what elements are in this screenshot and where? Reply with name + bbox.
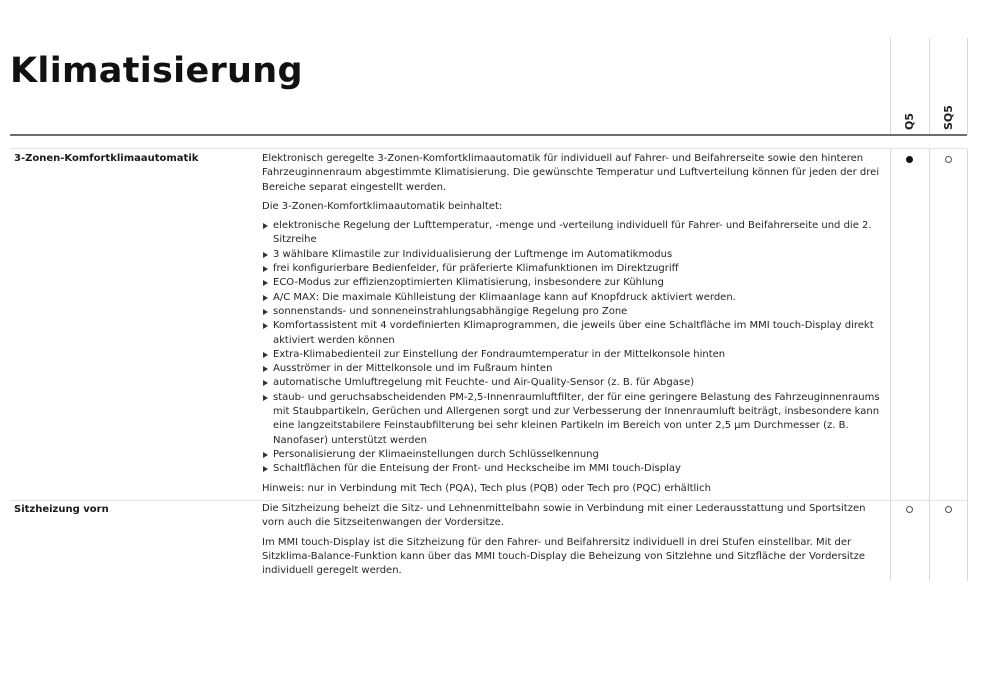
list-item: frei konfigurierbare Bedienfelder, für präferierte Klimafunktionen im Direktzugriff [262, 262, 887, 276]
optional-open-circle-icon [906, 506, 913, 513]
column-header-label: SQ5 [942, 105, 955, 130]
list-item: ECO-Modus zur effizienzoptimierten Klimatisierung, insbesondere zur Kühlung [262, 276, 887, 290]
description-intro: Elektronisch geregelte 3-Zonen-Komfortklimaautomatik für individuell auf Fahrer- und Beifahrerseite sowie den hinteren Fahrzeuginnenraum abgestimmte Klimatisierung. Die gewünschte Temperatur und Luftverteilung können für jeden der drei Bereiche separat eingestellt werden. [262, 153, 880, 193]
page-title: Klimatisierung [10, 51, 303, 92]
availability-note: Hinweis: nur in Verbindung mit Tech (PQA), Tech plus (PQB) oder Tech pro (PQC) erhältlich [262, 482, 711, 494]
list-item: A/C MAX: Die maximale Kühlleistung der Klimaanlage kann auf Knopfdruck aktiviert werden. [262, 291, 887, 305]
column-divider [967, 149, 968, 581]
column-divider [890, 149, 891, 581]
description-paragraph: Im MMI touch-Display ist die Sitzheizung für den Fahrer- und Beifahrersitz individuell in drei Stufen einstellbar. Mit der Sitzklima-Balance-Funktion kann über das MMI touch-Display die Beheizung von Sitzlehne und Sitzfläche der Vordersitze individuell geregelt werden. [262, 536, 865, 577]
column-divider [929, 149, 930, 581]
list-item: Komfortassistent mit 4 vordefinierten Klimaprogrammen, die jeweils über eine Schaltfläche im MMI touch-Display direkt aktiviert werden können [262, 319, 887, 348]
feature-name: Sitzheizung vorn [14, 504, 109, 515]
feature-description [262, 152, 887, 501]
feature-name: 3-Zonen-Komfortklimaautomatik [14, 153, 199, 164]
list-item: Ausströmer in der Mittelkonsole und im Fußraum hinten [262, 362, 887, 376]
list-item: elektronische Regelung der Lufttemperatur, -menge und -verteilung individuell für Fahrer- und Beifahrerseite und die 2. Sitzreihe [262, 219, 887, 248]
feature-description [262, 502, 887, 583]
standard-filled-circle-icon [906, 156, 913, 163]
header-rule [10, 134, 967, 136]
list-item: 3 wählbare Klimastile zur Individualisierung der Luftmenge im Automatikmodus [262, 248, 887, 262]
optional-open-circle-icon [945, 506, 952, 513]
list-item: Schaltflächen für die Enteisung der Front- und Heckscheibe im MMI touch-Display [262, 462, 887, 476]
list-item: sonnenstands- und sonneneinstrahlungsabhängige Regelung pro Zone [262, 305, 887, 319]
list-heading: Die 3-Zonen-Komfortklimaautomatik beinhaltet: [262, 200, 503, 212]
list-item: Personalisierung der Klimaeinstellungen durch Schlüsselkennung [262, 448, 887, 462]
optional-open-circle-icon [945, 156, 952, 163]
row-separator [10, 500, 967, 501]
column-header-label: Q5 [903, 112, 916, 130]
column-header-q5 [891, 90, 929, 132]
header-separator [10, 148, 967, 149]
column-header-sq5 [930, 90, 968, 132]
list-item: staub- und geruchsabscheidenden PM-2,5-Innenraumluftfilter, der für eine geringere Belastung des Fahrzeuginnenraums mit Staubpartikeln, Gerüchen und Allergenen sorgt und zur Verbesserung der Innenraumluft beiträgt, insbesondere kann eine langzeitstabilere Feinstaubfilterung bei sehr kleinen Partikeln im Bereich von unter 2,5 µm Durchmesser (z. B. Nanofaser) unterstützt werden [262, 391, 887, 448]
description-intro: Die Sitzheizung beheizt die Sitz- und Lehnenmittelbahn sowie in Verbindung mit einer Lederausstattung und Sportsitzen vorn auch die Sitzseitenwangen der Vordersitze. [262, 503, 866, 529]
list-item: Extra-Klimabedienteil zur Einstellung der Fondraumtemperatur in der Mittelkonsole hinten [262, 348, 887, 362]
list-item: automatische Umluftregelung mit Feuchte- und Air-Quality-Sensor (z. B. für Abgase) [262, 376, 887, 390]
feature-list [262, 219, 887, 476]
